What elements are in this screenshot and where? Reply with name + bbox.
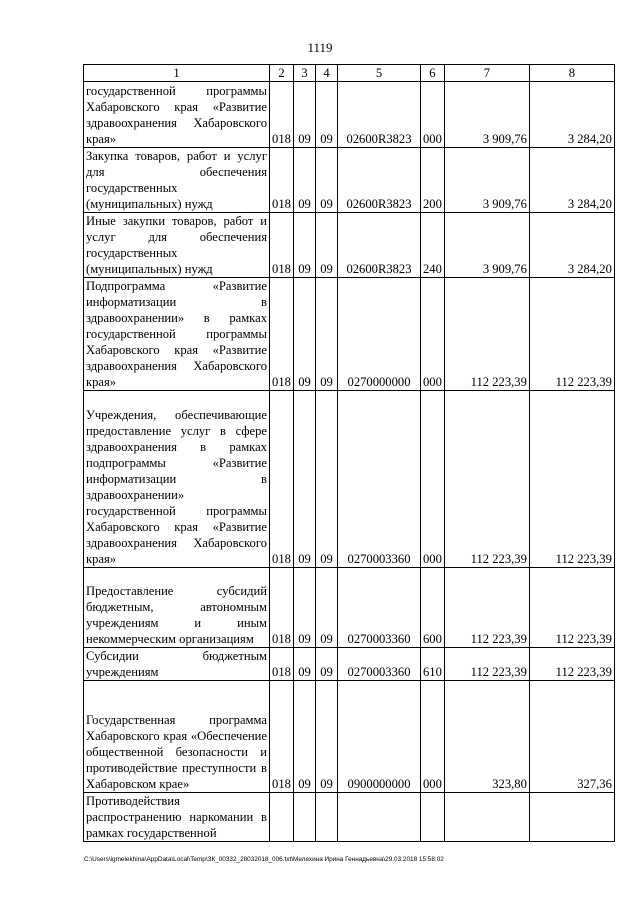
row-name: Закупка товаров, работ и услуг для обеспечения государственных (муниципальных) нужд xyxy=(84,148,270,213)
table-row xyxy=(84,213,615,278)
section-code: 09 xyxy=(294,681,316,793)
ministry-code: 018 xyxy=(270,82,294,148)
amount-col7 xyxy=(444,793,529,842)
header-cell: 7 xyxy=(444,65,529,82)
amount-col7: 3 909,76 xyxy=(444,148,529,213)
expense-type-code: 240 xyxy=(421,213,445,278)
header-cell: 5 xyxy=(338,65,421,82)
ministry-code: 018 xyxy=(270,568,294,648)
subsection-code: 09 xyxy=(316,278,338,391)
page-number: 1119 xyxy=(307,40,333,55)
target-article-code: 02600R3823 xyxy=(338,148,421,213)
target-article-code: 0270003360 xyxy=(338,391,421,568)
amount-col8: 3 284,20 xyxy=(529,213,614,278)
section-code: 09 xyxy=(294,648,316,681)
header-cell: 3 xyxy=(294,65,316,82)
header-cell: 6 xyxy=(421,65,445,82)
target-article-code xyxy=(338,793,421,842)
amount-col7: 112 223,39 xyxy=(444,278,529,391)
row-name: Подпрограмма «Развитие информатизации в здравоохранении» в рамках государственной программы Хабаровского края «Развитие здравоохранения Хабаровского края» xyxy=(84,278,270,391)
table-row xyxy=(84,148,615,213)
target-article-code: 0900000000 xyxy=(338,681,421,793)
ministry-code xyxy=(270,793,294,842)
expense-type-code: 000 xyxy=(421,681,445,793)
amount-col8: 3 284,20 xyxy=(529,82,614,148)
header-cell: 8 xyxy=(529,65,614,82)
amount-col8: 112 223,39 xyxy=(529,648,614,681)
header-cell: 1 xyxy=(84,65,270,82)
ministry-code: 018 xyxy=(270,148,294,213)
expense-type-code: 610 xyxy=(421,648,445,681)
row-name: Субсидии бюджетным учреждениям xyxy=(84,648,270,681)
amount-col7: 112 223,39 xyxy=(444,648,529,681)
row-name: Государственная программа Хабаровского края «Обеспечение общественной безопасности и противодействие преступности в Хабаровском крае» xyxy=(84,681,270,793)
section-code xyxy=(294,793,316,842)
subsection-code: 09 xyxy=(316,568,338,648)
amount-col8: 112 223,39 xyxy=(529,568,614,648)
amount-col8: 112 223,39 xyxy=(529,391,614,568)
target-article-code: 02600R3823 xyxy=(338,213,421,278)
amount-col7: 112 223,39 xyxy=(444,391,529,568)
section-code: 09 xyxy=(294,568,316,648)
target-article-code: 02600R3823 xyxy=(338,82,421,148)
row-name: Противодействия распространению наркомании в рамках государственной xyxy=(84,793,270,842)
ministry-code: 018 xyxy=(270,391,294,568)
budget-table xyxy=(83,64,615,842)
amount-col8: 327,36 xyxy=(529,681,614,793)
section-code: 09 xyxy=(294,391,316,568)
table-row xyxy=(84,568,615,648)
header-cell: 4 xyxy=(316,65,338,82)
section-code: 09 xyxy=(294,213,316,278)
footer-file-path: C:\Users\igmelekhina\AppData\Local\Temp\ЗК_00332_28032018_006.txt\Мелехина Ирина Геннадьевна\29.03.2018 15:58:02 xyxy=(84,856,444,863)
expense-type-code: 000 xyxy=(421,278,445,391)
subsection-code xyxy=(316,793,338,842)
header-cell: 2 xyxy=(270,65,294,82)
section-code: 09 xyxy=(294,278,316,391)
target-article-code: 0270003360 xyxy=(338,568,421,648)
amount-col8 xyxy=(529,793,614,842)
table-row xyxy=(84,681,615,793)
expense-type-code: 000 xyxy=(421,82,445,148)
amount-col7: 3 909,76 xyxy=(444,82,529,148)
subsection-code: 09 xyxy=(316,148,338,213)
table-row xyxy=(84,278,615,391)
subsection-code: 09 xyxy=(316,681,338,793)
row-name: Иные закупки товаров, работ и услуг для обеспечения государственных (муниципальных) нужд xyxy=(84,213,270,278)
section-code: 09 xyxy=(294,82,316,148)
ministry-code: 018 xyxy=(270,681,294,793)
amount-col8: 3 284,20 xyxy=(529,148,614,213)
expense-type-code: 200 xyxy=(421,148,445,213)
expense-type-code xyxy=(421,793,445,842)
ministry-code: 018 xyxy=(270,213,294,278)
row-name: Предоставление субсидий бюджетным, автономным учреждениям и иным некоммерческим организациям xyxy=(84,568,270,648)
amount-col7: 112 223,39 xyxy=(444,568,529,648)
section-code: 09 xyxy=(294,148,316,213)
row-name: Учреждения, обеспечивающие предоставление услуг в сфере здравоохранения в рамках подпрограммы «Развитие информатизации в здравоохранении» государственной программы Хабаровского края «Развитие здравоохранения Хабаровского края» xyxy=(84,391,270,568)
table-row xyxy=(84,82,615,148)
ministry-code: 018 xyxy=(270,648,294,681)
subsection-code: 09 xyxy=(316,648,338,681)
target-article-code: 0270000000 xyxy=(338,278,421,391)
header-row xyxy=(84,65,615,82)
expense-type-code: 600 xyxy=(421,568,445,648)
ministry-code: 018 xyxy=(270,278,294,391)
table-row xyxy=(84,391,615,568)
expense-type-code: 000 xyxy=(421,391,445,568)
amount-col7: 323,80 xyxy=(444,681,529,793)
row-name: государственной программы Хабаровского края «Развитие здравоохранения Хабаровского края» xyxy=(84,82,270,148)
amount-col8: 112 223,39 xyxy=(529,278,614,391)
subsection-code: 09 xyxy=(316,82,338,148)
subsection-code: 09 xyxy=(316,213,338,278)
table-row xyxy=(84,648,615,681)
table-row xyxy=(84,793,615,842)
target-article-code: 0270003360 xyxy=(338,648,421,681)
subsection-code: 09 xyxy=(316,391,338,568)
amount-col7: 3 909,76 xyxy=(444,213,529,278)
